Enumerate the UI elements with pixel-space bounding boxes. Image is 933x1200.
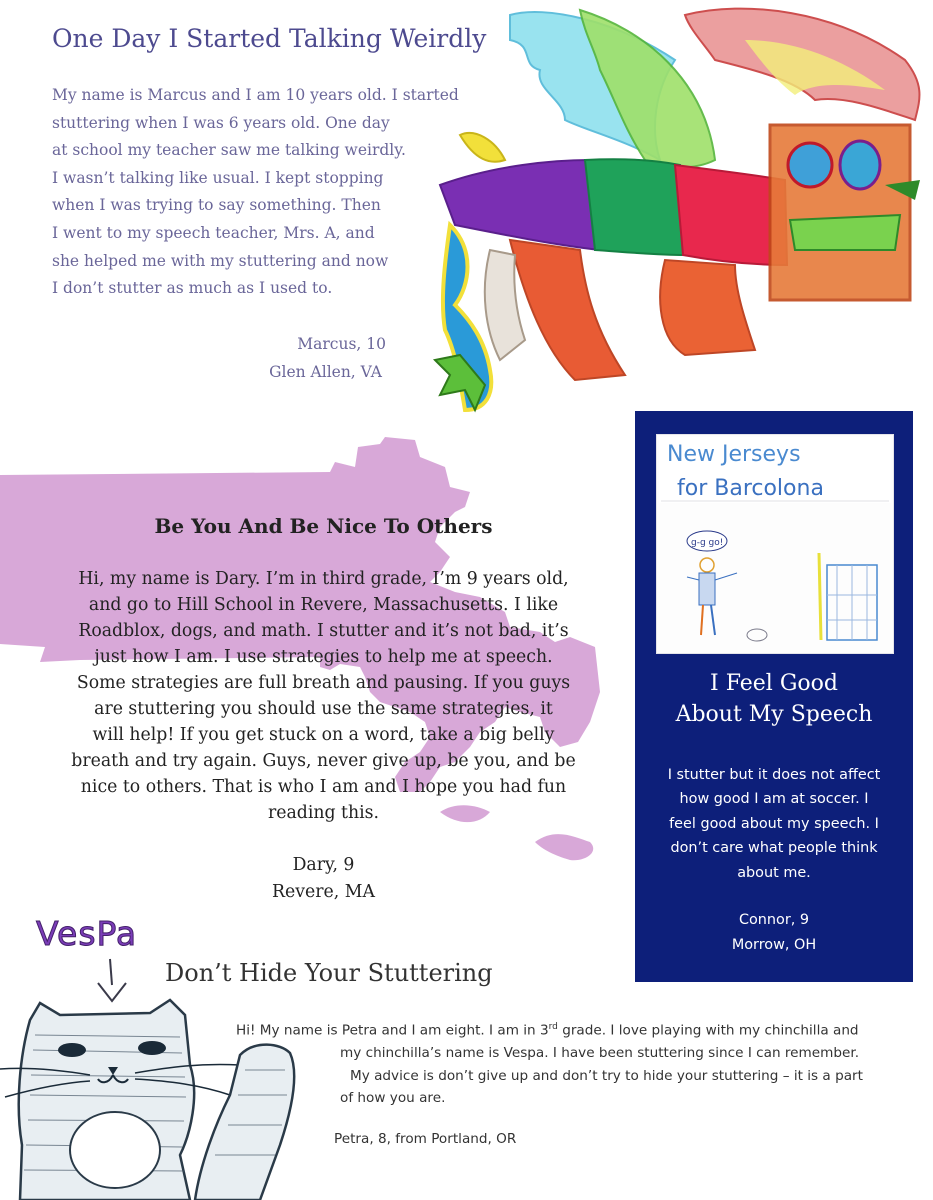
story-line: breath and try again. Guys, never give up, be you, and be [71, 751, 576, 771]
story-line: about me. [737, 864, 811, 881]
drawing-label: VesPa [36, 914, 138, 953]
soccer-drawing-art [657, 435, 893, 653]
story-line: I wasn’t talking like usual. I kept stopping [52, 168, 384, 187]
story-line: Hi, my name is Dary. I’m in third grade, I’m 9 years old, [78, 569, 569, 589]
story-line: stuttering when I was 6 years old. One day [52, 113, 390, 132]
story-line: don’t care what people think [670, 840, 878, 857]
story-line: and go to Hill School in Revere, Massachusetts. I like [88, 595, 559, 615]
story-line: are stuttering you should use the same strategies, it [94, 699, 553, 719]
story-body [40, 566, 607, 826]
story-line: I went to my speech teacher, Mrs. A, and [52, 223, 375, 242]
story-title: Be You And Be Nice To Others [154, 514, 493, 538]
story-line: will help! If you get stuck on a word, take a big belly [92, 725, 555, 745]
author-location: Morrow, OH [731, 937, 817, 953]
story-line: feel good about my speech. I [669, 815, 879, 832]
story-line: of how you are. [340, 1090, 446, 1107]
story-line: I don’t stutter as much as I used to. [52, 279, 333, 298]
author-signature [0, 852, 647, 906]
story-line: at school my teacher saw me talking weirdly. [52, 141, 406, 160]
speech-bubble-text: g-g go! [691, 538, 724, 548]
story-line: she helped me with my stuttering and now [52, 251, 389, 270]
dragon-drawing [415, 0, 933, 425]
drawing-caption-1: New Jerseys [667, 442, 801, 467]
story-line: Some strategies are full breath and pausing. If you guys [76, 673, 571, 693]
author-signature [180, 330, 386, 386]
story-title-line: I Feel Good [710, 671, 838, 696]
story-line: My advice is don’t give up and don’t try to hide your stuttering – it is a part [350, 1067, 863, 1084]
author-name: Marcus, 10 [297, 335, 386, 353]
story-body [52, 82, 482, 303]
story-title-line: About My Speech [675, 702, 873, 727]
story-line: when I was trying to say something. Then [52, 196, 381, 215]
story-line: nice to others. That is who I am and I hope you had fun [80, 777, 567, 797]
story-line: just how I am. I use strategies to help me at speech. [94, 647, 553, 667]
story-line-part: Hi! My name is Petra and I am eight. I am in 3 [236, 1022, 549, 1039]
story-title: One Day I Started Talking Weirdly [52, 24, 487, 53]
author-location: Glen Allen, VA [269, 363, 382, 381]
soccer-drawing [656, 434, 894, 654]
drawing-caption-2: for Barcolona [677, 476, 824, 501]
author-location: Revere, MA [272, 882, 375, 902]
author-name: Dary, 9 [292, 855, 355, 875]
story-line: Roadblox, dogs, and math. I stutter and it’s not bad, it’s [78, 621, 569, 641]
story-line: reading this. [267, 803, 380, 823]
story-line: My name is Marcus and I am 10 years old. I started [52, 86, 459, 104]
story-title [635, 668, 913, 730]
story-line [236, 1016, 916, 1042]
author-name: Connor, 9 [738, 912, 810, 928]
story-line-part: grade. I love playing with my chinchilla and [557, 1022, 859, 1039]
story-line: how good I am at soccer. I [679, 791, 869, 808]
author-signature: Petra, 8, from Portland, OR [334, 1131, 517, 1147]
story-title: Don’t Hide Your Stuttering [165, 959, 493, 987]
story-body [236, 1016, 916, 1110]
ordinal-suffix: rd [548, 1022, 558, 1032]
story-body [650, 763, 898, 885]
author-signature [635, 908, 913, 958]
story-line: my chinchilla’s name is Vespa. I have been stuttering since I can remember. [340, 1045, 860, 1062]
story-line: I stutter but it does not affect [667, 767, 881, 783]
